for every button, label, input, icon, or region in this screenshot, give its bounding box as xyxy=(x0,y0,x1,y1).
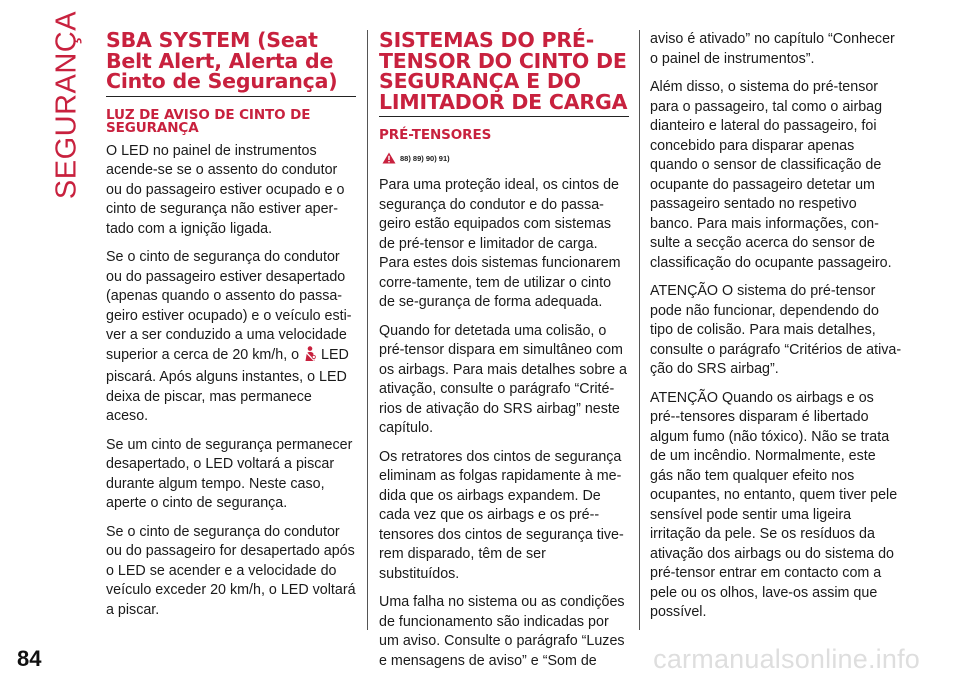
section-side-tab-label: SEGURANÇA xyxy=(50,10,83,200)
paragraph: Se o cinto de segurança do condutor ou do passageiro for desapertado após o LED se acender e a velocidade do veículo exceder 20 km/h, o LED voltará a piscar. xyxy=(106,523,356,618)
paragraph-text: Se o cinto de segurança do condutor ou do passageiro estiver desapertado (apenas quando o assento do passa-geiro estiver ocupado) e o veículo esti-ver a ser conduzido a uma velocidade superior a cerca de 20 km/h, o xyxy=(106,249,352,363)
column-divider-right xyxy=(639,30,640,630)
pretensioner-systems-heading: SISTEMAS DO PRÉ-TENSOR DO CINTO DE SEGURANÇA E DO LIMITADOR DE CARGA xyxy=(379,30,629,117)
sba-system-heading: SBA SYSTEM (Seat Belt Alert, Alerta de Cinto de Segurança) xyxy=(106,30,356,97)
paragraph: O LED no painel de instrumentos acende-se se o assento do condutor ou do passageiro estiver ocupado e o cinto de segurança não estiver aper-tado com a ignição ligada. xyxy=(106,142,345,237)
paragraph: aviso é ativado” no capítulo “Conhecer o painel de instrumentos”. xyxy=(650,31,895,67)
warning-reference-numbers: 88) 89) 90) 91) xyxy=(400,153,450,163)
section-side-tab xyxy=(44,10,90,200)
paragraph: Para uma proteção ideal, os cintos de segurança do condutor e do passa-geiro estão equipados com sistemas de pré-tensor e limitador de carga. Para estes dois sistemas funcionarem corre-tamente, tem de utilizar o cinto de se-gurança de forma adequada. xyxy=(379,177,621,310)
paragraph: Uma falha no sistema ou as condições de funcionamento são indicadas por um aviso. Consulte o parágrafo “Luzes e mensagens de aviso” e “Som de xyxy=(379,594,625,669)
paragraph: Se um cinto de segurança permanecer desapertado, o LED voltará a piscar durante algum tempo. Neste caso, aperte o cinto de segurança. xyxy=(106,436,353,511)
caution-paragraph: ATENÇÃO O sistema do pré-tensor pode não funcionar, dependendo do tipo de colisão. Para mais detalhes, consulte o parágrafo “Critérios de ativa-ção do SRS airbag”. xyxy=(650,283,902,377)
column-left xyxy=(106,30,356,629)
column-middle xyxy=(379,30,629,680)
paragraph: Quando for detetada uma colisão, o pré-tensor dispara em simultâneo com os airbags. Para mais detalhes sobre a ativação, consulte o parágrafo “Crité-rios de ativação do SRS airbag” neste capítulo. xyxy=(379,322,627,436)
watermark: carmanualsonline.info xyxy=(653,644,920,674)
paragraph xyxy=(106,248,356,427)
warning-triangle-icon xyxy=(382,152,396,164)
column-divider-left xyxy=(367,30,368,630)
paragraph: Os retratores dos cintos de segurança eliminam as folgas rapidamente à me-dida que os airbags expandem. De cada vez que os airbags e os pré--tensores dos cintos de segurança tive-rem disparado, têm de ser substituídos. xyxy=(379,448,624,582)
seatbelt-warning-icon xyxy=(303,346,317,369)
page-number: 84 xyxy=(17,646,42,671)
caution-paragraph: ATENÇÃO Quando os airbags e os pré--tensores disparam é libertado algum fumo (não tóxico). Não se trata de um incêndio. Normalmente, este gás não tem qualquer efeito nos ocupantes, no entanto, quem tiver pele sensível pode sentir uma ligeira irritação da pele. Se os resíduos da ativação dos airbags ou do sistema do pré-tensor entrar em contacto com a pele ou os olhos, lave-os assim que possível. xyxy=(650,389,898,620)
paragraph-text: LED piscará. Após alguns instantes, o LED deixa de piscar, mas permanece aceso. xyxy=(106,346,349,424)
seatbelt-warning-light-heading: LUZ DE AVISO DE CINTO DE SEGURANÇA xyxy=(106,106,311,136)
pretensioners-heading: PRÉ-TENSORES xyxy=(379,127,492,143)
warning-references xyxy=(382,149,629,169)
column-right xyxy=(650,30,902,632)
paragraph: Além disso, o sistema do pré-tensor para o passageiro, tal como o airbag dianteiro e lateral do passageiro, foi concebido para disparar apenas quando o sensor de classificação de ocupante do passageiro detetar um passageiro sentado no respetivo banco. Para mais informações, con-sulte a secção acerca do sensor de classificação do ocupante passageiro. xyxy=(650,79,892,271)
